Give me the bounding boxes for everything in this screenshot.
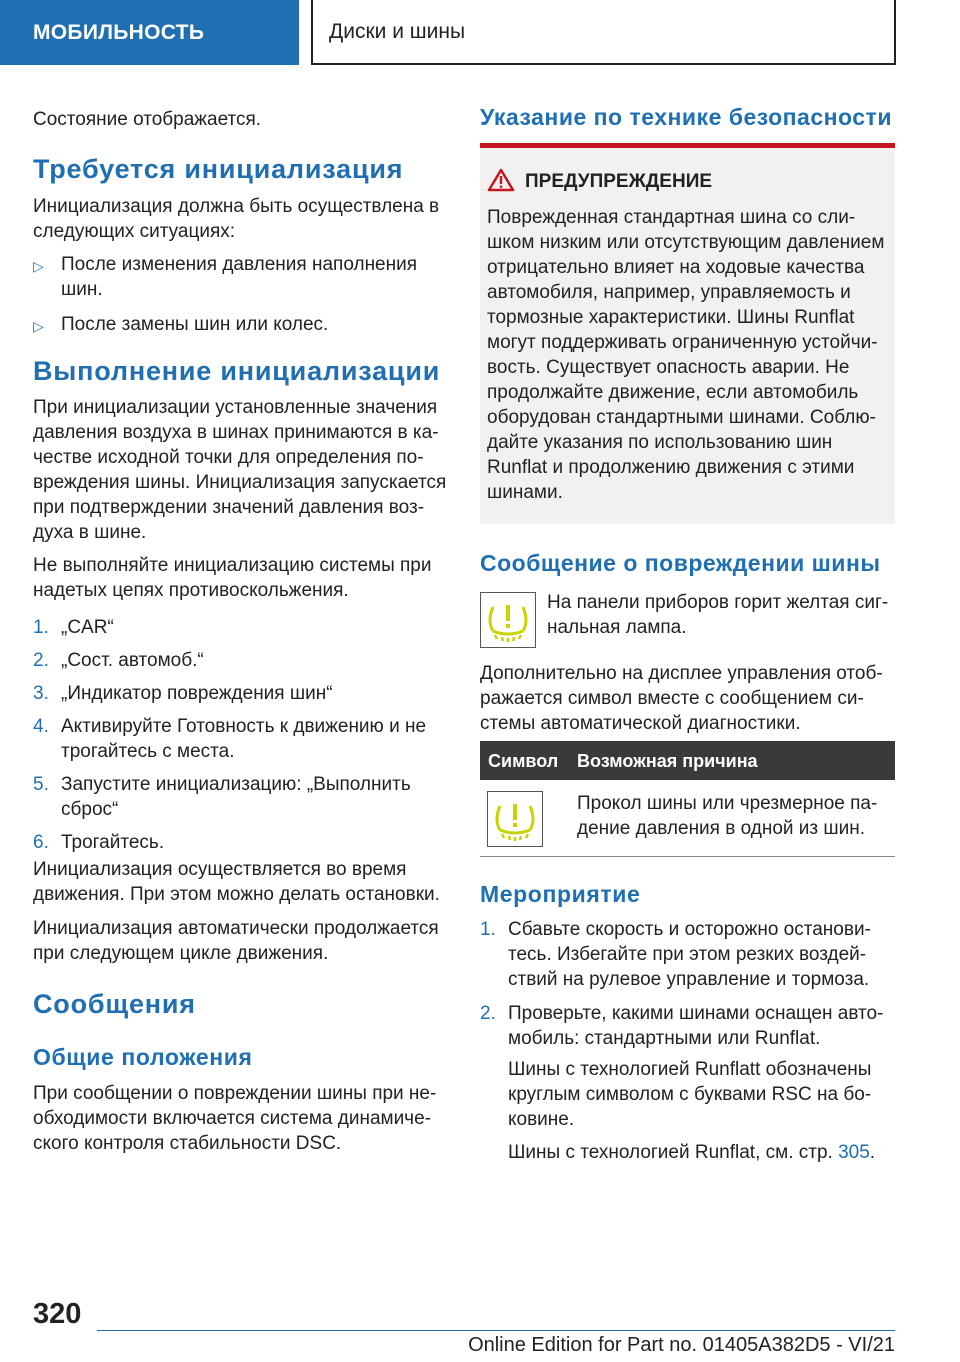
col-cause-header: Возможная причина <box>577 751 758 771</box>
text-line: дение давления в одной из шин. <box>577 818 866 839</box>
text-line: Инициализация осуществляется во время <box>33 859 407 880</box>
list-item <box>33 615 453 640</box>
text-line: Runflat и продолжению движения с этими <box>487 457 855 478</box>
text-line: продолжайте движение, если автомобиль <box>487 382 859 403</box>
table-header <box>480 741 895 780</box>
perform-init-para2 <box>33 553 453 603</box>
text-line: Не выполняйте инициализацию системы при <box>33 555 432 576</box>
text-line: Дополнительно на дисплее управления отоб- <box>480 663 883 684</box>
list-item <box>33 648 453 673</box>
step-number: 3. <box>33 683 49 704</box>
text-line: вость. Существует опасность аварии. Не <box>487 357 850 378</box>
text-line: Инициализация должна быть осуществлена в <box>33 196 440 217</box>
list-item <box>33 714 453 764</box>
text-line: Активируйте Готовность к движению и не <box>61 716 427 737</box>
text-line: тормозные характеристики. Шины Runflat <box>487 307 855 328</box>
step-number: 4. <box>33 716 49 737</box>
step-number: 2. <box>480 1003 496 1024</box>
chapter-title: Диски и шины <box>329 19 466 43</box>
list-item <box>33 312 453 339</box>
warning-triangle-icon <box>487 168 515 197</box>
text-line: Прокол шины или чрезмерное па- <box>577 793 878 814</box>
text-line: мобиль: стандартными или Runflat. <box>508 1028 821 1049</box>
text-line: Инициализация автоматически продолжается <box>33 918 439 939</box>
text-line: сброс“ <box>61 799 119 820</box>
list-item <box>33 830 453 855</box>
text-line: шком низким или отсутствующим давлением <box>487 232 885 253</box>
messages-para <box>33 1081 453 1156</box>
list-item <box>33 772 453 822</box>
text-line: „CAR“ <box>61 617 114 638</box>
heading-init-required: Требуется инициализация <box>33 154 404 184</box>
text-line: Шины с технологией Runflatt обозначены <box>508 1059 872 1080</box>
text-line: ского контроля стабильности DSC. <box>33 1133 342 1154</box>
text-line: „Индикатор повреждения шин“ <box>61 683 333 704</box>
perform-init-para4 <box>33 916 453 966</box>
text-line: автомобиля, например, управляемость и <box>487 282 851 303</box>
text-line: Поврежденная стандартная шина со сли- <box>487 207 856 228</box>
text-line: трогайтесь с места. <box>61 741 235 762</box>
text-line: При сообщении о повреждении шины при не- <box>33 1083 437 1104</box>
list-item <box>480 917 895 992</box>
bullet-triangle-icon: ▷ <box>33 318 44 334</box>
list-item <box>33 252 453 302</box>
section-tab <box>0 0 299 65</box>
text-line: движения. При этом можно делать остановки. <box>33 884 440 905</box>
text-line: При инициализации установленные значения <box>33 397 438 418</box>
tire-pressure-warning-icon <box>480 592 536 648</box>
action-steps <box>480 917 895 1051</box>
bullet-list <box>33 252 453 339</box>
heading-messages: Сообщения <box>33 989 196 1019</box>
text-line: честве исходной точки для определения по- <box>33 447 424 468</box>
text-line: ковине. <box>508 1109 575 1130</box>
footer-edition: Online Edition for Part no. 01405A382D5 - VI/21 <box>468 1334 895 1356</box>
bullet-triangle-icon: ▷ <box>33 258 44 274</box>
text-line: при следующем цикле движения. <box>33 943 329 964</box>
list-item <box>480 1001 895 1051</box>
text-line: „Сост. автомоб.“ <box>61 650 204 671</box>
text-line: После изменения давления наполнения <box>61 254 418 275</box>
heading-action: Мероприятие <box>480 881 641 907</box>
step-number: 1. <box>480 919 496 940</box>
list-item <box>33 681 453 706</box>
text-line: обходимости включается система динамиче- <box>33 1108 431 1129</box>
table-bottom-rule <box>480 856 895 857</box>
chapter-header <box>311 0 896 65</box>
text-line: духа в шине. <box>33 522 147 543</box>
text-line: нальная лампа. <box>547 617 687 638</box>
note-text: . <box>869 1142 876 1163</box>
tire-pressure-warning-icon <box>487 791 543 847</box>
lamp-text <box>547 590 895 640</box>
text-line: оборудован стандартными шинами. Соблю- <box>487 407 876 428</box>
perform-init-para1 <box>33 395 453 545</box>
text-line: дайте указания по использованию шин <box>487 432 833 453</box>
heading-perform-init: Выполнение инициализации <box>33 356 441 386</box>
page-link[interactable]: 305 <box>838 1142 870 1163</box>
text-line: круглым символом с буквами RSC на бо- <box>508 1084 872 1105</box>
text-line: Сбавьте скорость и осторожно останови- <box>508 919 871 940</box>
text-line: На панели приборов горит желтая сиг- <box>547 592 889 613</box>
status-text: Состояние отображается. <box>33 109 262 130</box>
text-line: вреждения шины. Инициализация запускается <box>33 472 447 493</box>
text-line: следующих ситуациях: <box>33 221 236 242</box>
tire-damage-para <box>480 661 895 736</box>
text-line: После замены шин или колес. <box>61 314 329 335</box>
heading-safety: Указание по технике безопасности <box>480 104 892 130</box>
step-number: 1. <box>33 617 49 638</box>
text-line: отрицательно влияет на ходовые качества <box>487 257 865 278</box>
action-note1 <box>508 1057 895 1132</box>
text-line: шин. <box>61 279 103 300</box>
text-line: давления воздуха в шинах принимаются в ка- <box>33 422 439 443</box>
table-row-cause <box>577 791 895 841</box>
step-number: 5. <box>33 774 49 795</box>
text-line: Запустите инициализацию: „Выполнить <box>61 774 411 795</box>
text-line: тесь. Избегайте при этом резких воздей- <box>508 944 867 965</box>
heading-tire-damage: Сообщение о повреждении шины <box>480 550 881 576</box>
warning-text <box>487 205 889 505</box>
subheading-general: Общие положения <box>33 1044 253 1070</box>
page-number: 320 <box>33 1298 82 1330</box>
perform-init-para3 <box>33 857 453 907</box>
step-number: 2. <box>33 650 49 671</box>
text-line: могут поддерживать ограниченную устойчи- <box>487 332 878 353</box>
text-line: шинами. <box>487 482 563 503</box>
action-note2 <box>508 1140 895 1165</box>
step-number: 6. <box>33 832 49 853</box>
text-line: ражается символ вместе с сообщением си- <box>480 688 864 709</box>
note-text: Шины с технологией Runflat, см. стр. <box>508 1142 839 1163</box>
init-required-intro <box>33 194 453 244</box>
text-line: надетых цепях противоскольжения. <box>33 580 349 601</box>
section-title: МОБИЛЬНОСТЬ <box>33 20 205 44</box>
col-symbol-header: Символ <box>488 751 559 771</box>
text-line: ствий на рулевое управление и тормоза. <box>508 969 870 990</box>
text-line: стемы автоматической диагностики. <box>480 713 801 734</box>
text-line: Проверьте, какими шинами оснащен авто- <box>508 1003 884 1024</box>
steps-list <box>33 615 453 855</box>
footer-rule <box>97 1330 895 1331</box>
text-line: Трогайтесь. <box>61 832 165 853</box>
text-line: при подтверждении значений давления воз- <box>33 497 425 518</box>
warning-title: ПРЕДУПРЕЖДЕНИЕ <box>525 171 713 192</box>
